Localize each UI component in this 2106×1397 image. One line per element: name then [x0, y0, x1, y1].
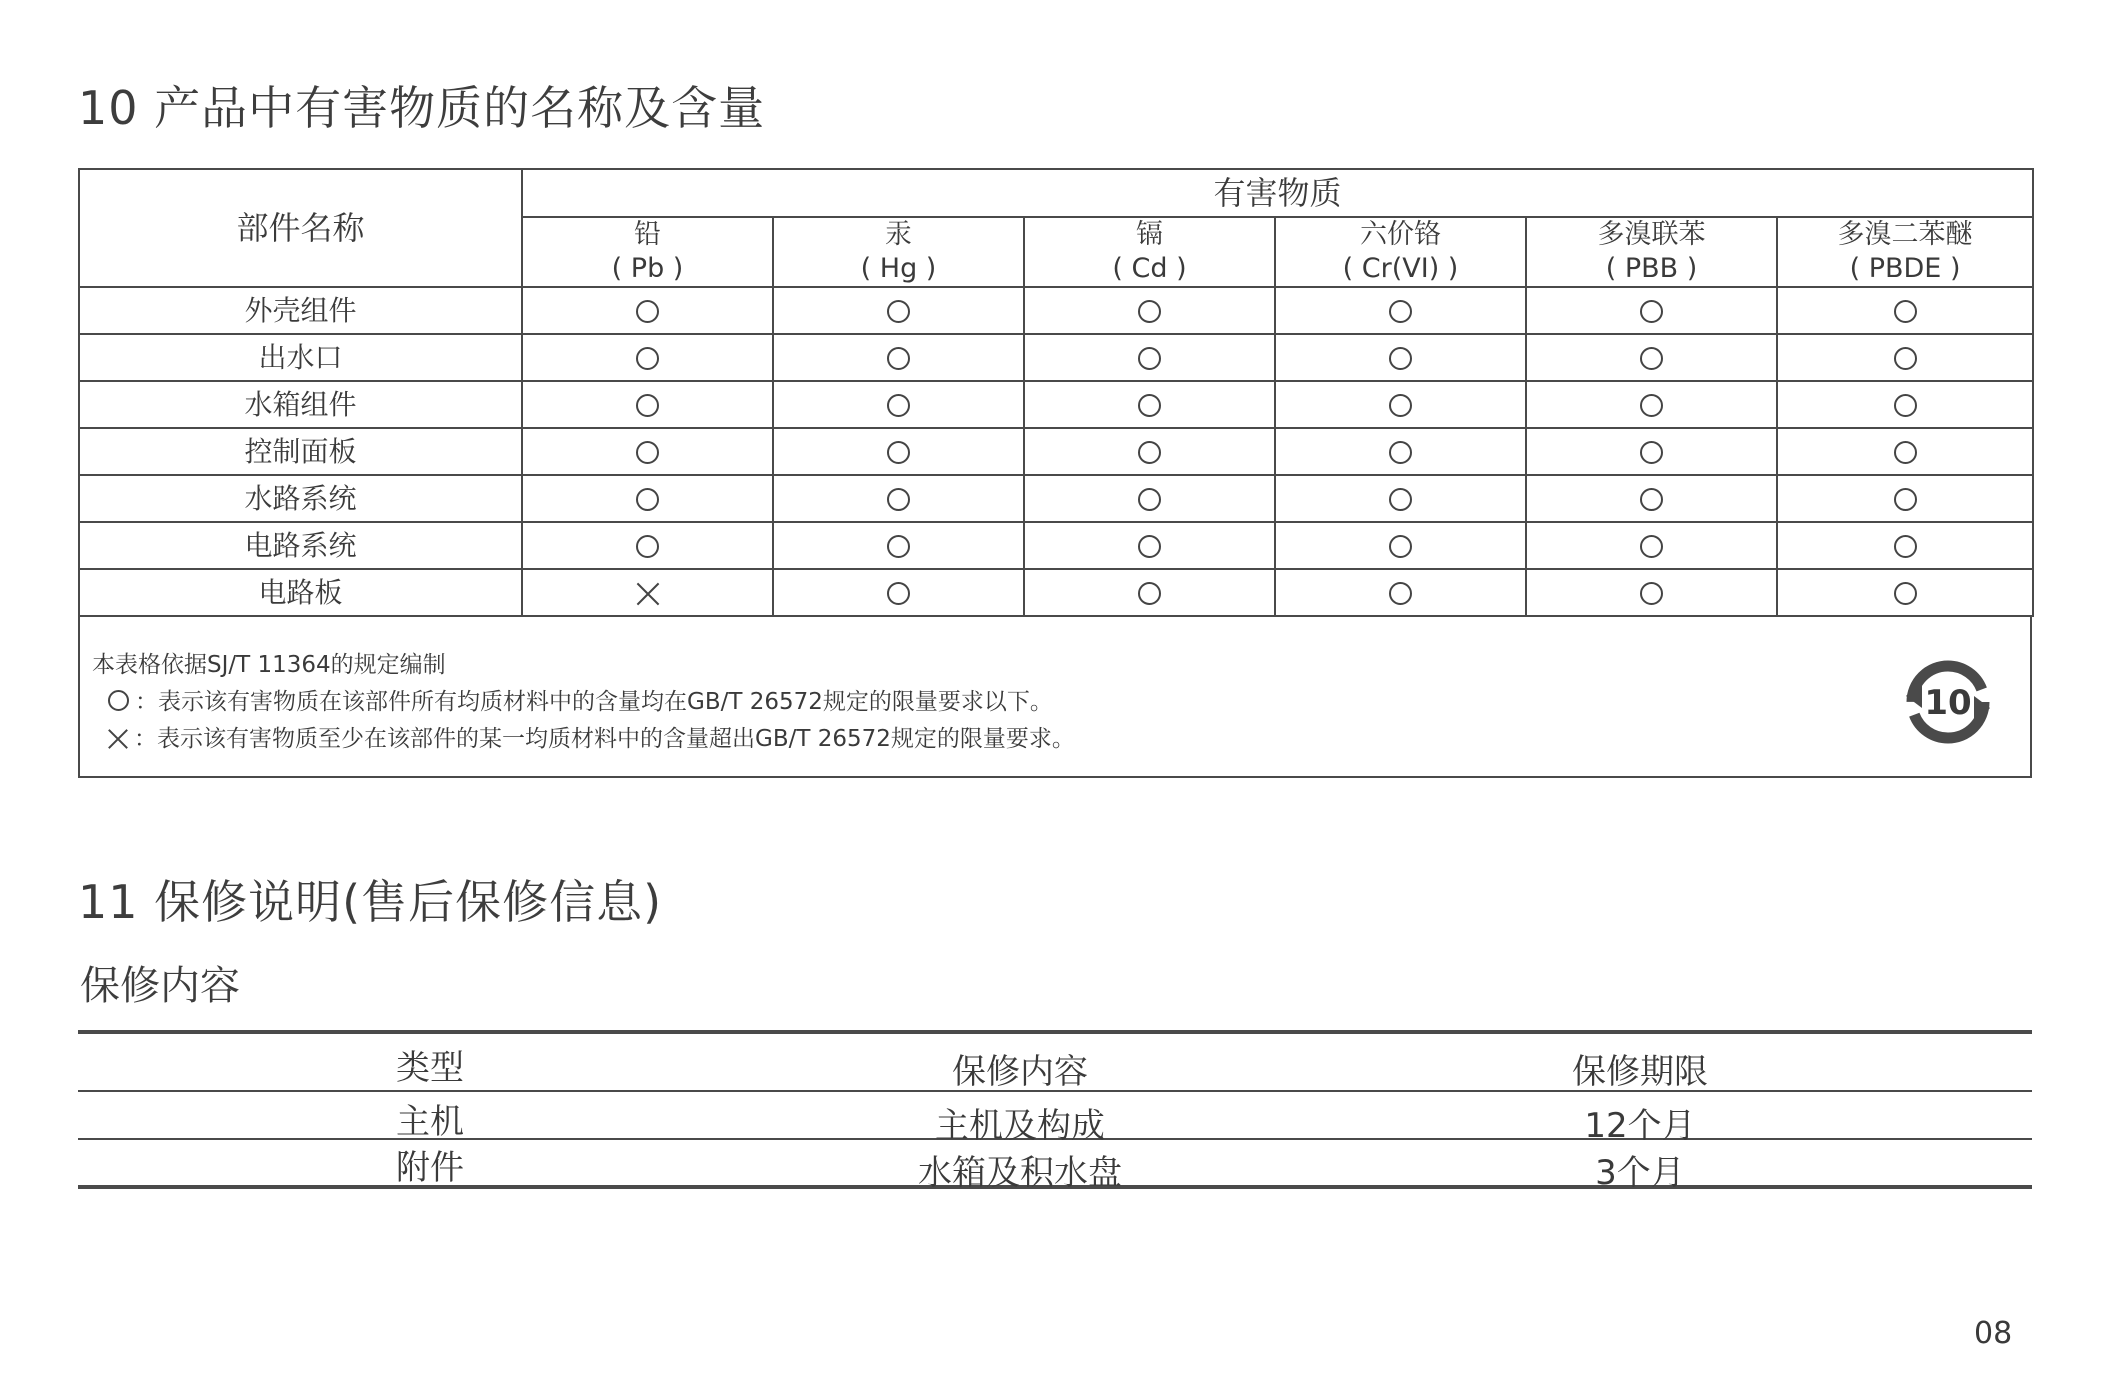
circle-mark-icon — [1640, 394, 1663, 417]
circle-mark-icon — [1640, 300, 1663, 323]
substance-symbol: ( Hg ) — [860, 253, 937, 284]
circle-mark-icon — [636, 300, 659, 323]
circle-mark-icon — [636, 441, 659, 464]
circle-mark-icon — [1894, 535, 1917, 558]
circle-symbol-icon — [108, 690, 129, 711]
hazardous-substances-header: 有害物质 — [522, 169, 2033, 217]
substance-status-cell — [522, 522, 773, 569]
substance-status-cell — [773, 428, 1024, 475]
circle-mark-icon — [1138, 347, 1161, 370]
part-name-cell: 控制面板 — [79, 428, 522, 475]
substance-status-cell — [773, 569, 1024, 616]
substance-status-cell — [1777, 334, 2033, 381]
circle-mark-icon — [1389, 347, 1412, 370]
part-name-cell: 电路系统 — [79, 522, 522, 569]
substance-status-cell — [773, 381, 1024, 428]
hazardous-substances-table — [78, 168, 2034, 617]
substance-header — [1777, 217, 2033, 287]
substance-status-cell — [1275, 569, 1526, 616]
substance-header — [1526, 217, 1777, 287]
substance-symbol: ( Cr(VI) ) — [1342, 253, 1459, 284]
substance-name: 镉 — [1136, 219, 1163, 250]
circle-mark-icon — [1138, 488, 1161, 511]
substance-status-cell — [1275, 475, 1526, 522]
substance-status-cell — [1777, 522, 2033, 569]
warranty-cell-period: 12个月 — [1584, 1106, 1696, 1146]
table-row — [79, 287, 2033, 334]
substance-status-cell — [1526, 475, 1777, 522]
circle-mark-icon — [887, 347, 910, 370]
substance-symbol: ( Pb ) — [611, 253, 684, 284]
circle-mark-icon — [1389, 394, 1412, 417]
circle-note: ：表示该有害物质在该部件所有均质材料中的含量均在GB/T 26572规定的限量要求以下。 — [108, 683, 1053, 716]
warranty-cell-type: 附件 — [396, 1148, 464, 1188]
warranty-cell-period: 3个月 — [1595, 1153, 1685, 1193]
circle-mark-icon — [1138, 441, 1161, 464]
part-name-cell: 出水口 — [79, 334, 522, 381]
substance-status-cell — [1275, 522, 1526, 569]
circle-mark-icon — [1389, 582, 1412, 605]
circle-mark-icon — [1138, 300, 1161, 323]
circle-mark-icon — [1894, 394, 1917, 417]
substance-symbol: ( Cd ) — [1112, 253, 1187, 284]
substance-symbol: ( PBB ) — [1605, 253, 1698, 284]
table-row — [79, 569, 2033, 616]
part-name-cell: 水路系统 — [79, 475, 522, 522]
substance-status-cell — [1526, 287, 1777, 334]
warranty-table-top-rule — [78, 1030, 2032, 1034]
warranty-cell-content: 水箱及积水盘 — [918, 1153, 1122, 1193]
substance-status-cell — [522, 428, 773, 475]
substance-status-cell — [1777, 428, 2033, 475]
substance-header — [1024, 217, 1275, 287]
cross-mark-icon — [636, 582, 660, 606]
warranty-cell-content: 主机及构成 — [935, 1106, 1105, 1146]
circle-mark-icon — [1640, 441, 1663, 464]
circle-mark-icon — [887, 441, 910, 464]
circle-mark-icon — [1138, 535, 1161, 558]
substance-status-cell — [1024, 287, 1275, 334]
substance-name: 汞 — [885, 219, 912, 250]
substance-status-cell — [1526, 569, 1777, 616]
circle-mark-icon — [1138, 394, 1161, 417]
section-10-title: 10 产品中有害物质的名称及含量 — [78, 81, 766, 135]
table-notes — [78, 616, 2032, 778]
substance-header — [773, 217, 1024, 287]
substance-status-cell — [773, 334, 1024, 381]
substance-status-cell — [773, 287, 1024, 334]
substance-status-cell — [1777, 381, 2033, 428]
substance-status-cell — [1275, 334, 1526, 381]
substance-status-cell — [1777, 287, 2033, 334]
substance-status-cell — [773, 475, 1024, 522]
substance-status-cell — [1024, 475, 1275, 522]
warranty-subtitle: 保修内容 — [80, 963, 240, 1009]
substance-status-cell — [1777, 569, 2033, 616]
circle-mark-icon — [636, 535, 659, 558]
circle-mark-icon — [887, 488, 910, 511]
substance-symbol: ( PBDE ) — [1849, 253, 1961, 284]
substance-status-cell — [1024, 381, 1275, 428]
circle-mark-icon — [1389, 488, 1412, 511]
circle-mark-icon — [1894, 488, 1917, 511]
substance-status-cell — [522, 569, 773, 616]
substance-name: 多溴二苯醚 — [1837, 219, 1973, 250]
circle-mark-icon — [636, 394, 659, 417]
basis-note: 本表格依据SJ/T 11364的规定编制 — [92, 652, 446, 678]
table-row — [79, 334, 2033, 381]
substance-status-cell — [1526, 334, 1777, 381]
table-row — [79, 522, 2033, 569]
circle-mark-icon — [1894, 582, 1917, 605]
circle-mark-icon — [636, 488, 659, 511]
circle-mark-icon — [1640, 535, 1663, 558]
circle-mark-icon — [1389, 441, 1412, 464]
circle-mark-icon — [1640, 488, 1663, 511]
warranty-cell-type: 主机 — [396, 1102, 464, 1142]
substance-status-cell — [1526, 522, 1777, 569]
substance-status-cell — [1024, 334, 1275, 381]
environment-friendly-use-period-icon — [1898, 652, 1998, 752]
efup-label: 10 — [1924, 683, 1972, 723]
circle-mark-icon — [1640, 582, 1663, 605]
substance-status-cell — [1024, 428, 1275, 475]
substance-status-cell — [522, 287, 773, 334]
table-row — [79, 428, 2033, 475]
part-name-cell: 外壳组件 — [79, 287, 522, 334]
part-name-cell: 电路板 — [79, 569, 522, 616]
circle-mark-icon — [1389, 535, 1412, 558]
circle-mark-icon — [887, 300, 910, 323]
substance-status-cell — [522, 381, 773, 428]
warranty-header-period: 保修期限 — [1572, 1052, 1708, 1092]
substance-status-cell — [522, 334, 773, 381]
substance-header — [522, 217, 773, 287]
table-row — [79, 475, 2033, 522]
warranty-header-type: 类型 — [396, 1048, 464, 1088]
cross-symbol-icon — [108, 729, 128, 749]
warranty-header-content: 保修内容 — [952, 1052, 1088, 1092]
substance-header — [1275, 217, 1526, 287]
circle-mark-icon — [887, 394, 910, 417]
substance-name: 铅 — [634, 219, 661, 250]
part-name-cell: 水箱组件 — [79, 381, 522, 428]
circle-mark-icon — [887, 582, 910, 605]
circle-mark-icon — [1894, 347, 1917, 370]
substance-status-cell — [1526, 381, 1777, 428]
table-row — [79, 381, 2033, 428]
cross-note: ：表示该有害物质至少在该部件的某一均质材料中的含量超出GB/T 26572规定的限量要求。 — [108, 720, 1075, 753]
substance-status-cell — [773, 522, 1024, 569]
substance-status-cell — [1024, 522, 1275, 569]
circle-mark-icon — [636, 347, 659, 370]
circle-mark-icon — [1138, 582, 1161, 605]
circle-mark-icon — [1894, 441, 1917, 464]
circle-mark-icon — [1640, 347, 1663, 370]
page-number: 08 — [1974, 1316, 2013, 1351]
part-name-header: 部件名称 — [79, 169, 522, 287]
substance-name: 多溴联苯 — [1597, 219, 1706, 250]
substance-status-cell — [1024, 569, 1275, 616]
substance-status-cell — [1275, 428, 1526, 475]
substance-status-cell — [1275, 287, 1526, 334]
substance-status-cell — [1526, 428, 1777, 475]
circle-mark-icon — [1389, 300, 1412, 323]
substance-name: 六价铬 — [1360, 219, 1441, 250]
section-11-title: 11 保修说明(售后保修信息) — [78, 875, 663, 929]
circle-mark-icon — [887, 535, 910, 558]
substance-status-cell — [522, 475, 773, 522]
circle-mark-icon — [1894, 300, 1917, 323]
substance-status-cell — [1777, 475, 2033, 522]
substance-status-cell — [1275, 381, 1526, 428]
